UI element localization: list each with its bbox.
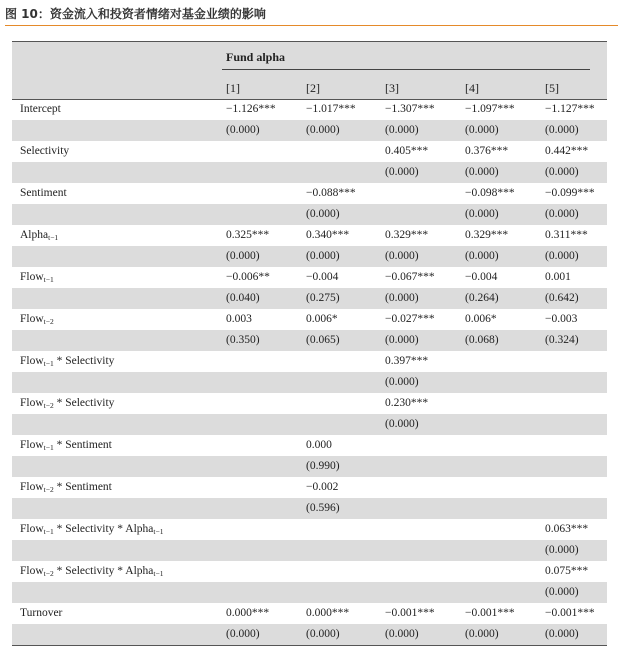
- coefficient-cell: 0.405***: [385, 145, 429, 157]
- table-row-pvalue: [12, 120, 607, 141]
- table-header: [12, 41, 607, 99]
- table-row: [12, 99, 607, 120]
- table-row-pvalue: [12, 624, 607, 645]
- pvalue-cell: (0.000): [545, 544, 579, 556]
- table-row-pvalue: [12, 540, 607, 561]
- table-row: [12, 225, 607, 246]
- table-row: [12, 267, 607, 288]
- pvalue-cell: (0.000): [306, 208, 340, 220]
- pvalue-cell: (0.000): [385, 418, 419, 430]
- coefficient-cell: 0.000***: [306, 607, 350, 619]
- pvalue-cell: (0.324): [545, 334, 579, 346]
- table-row-pvalue: [12, 330, 607, 351]
- column-header-5: [5]: [545, 81, 559, 95]
- column-header-1: [1]: [226, 81, 240, 95]
- coefficient-cell: −0.027***: [385, 313, 435, 325]
- pvalue-cell: (0.350): [226, 334, 260, 346]
- pvalue-cell: (0.000): [385, 250, 419, 262]
- coefficient-cell: 0.006*: [465, 313, 497, 325]
- pvalue-cell: (0.000): [306, 250, 340, 262]
- row-label-text: Selectivity: [20, 145, 70, 157]
- pvalue-cell: (0.642): [545, 292, 579, 304]
- pvalue-cell: (0.000): [385, 166, 419, 178]
- row-label: [20, 603, 62, 624]
- row-label-text: Flow: [20, 439, 44, 451]
- coefficient-cell: 0.325***: [226, 229, 270, 241]
- coefficient-cell: −0.099***: [545, 187, 595, 199]
- header-rule: [222, 69, 590, 70]
- pvalue-cell: (0.264): [465, 292, 499, 304]
- row-label-subscript: t−1: [43, 359, 54, 368]
- coefficient-cell: 0.000***: [226, 607, 270, 619]
- coefficient-cell: 0.063***: [545, 523, 589, 535]
- pvalue-cell: (0.000): [306, 124, 340, 136]
- coefficient-cell: −0.001***: [545, 607, 595, 619]
- pvalue-cell: (0.000): [465, 250, 499, 262]
- coefficient-cell: −0.067***: [385, 271, 435, 283]
- pvalue-cell: (0.000): [545, 208, 579, 220]
- table-row-pvalue: [12, 582, 607, 603]
- pvalue-cell: (0.040): [226, 292, 260, 304]
- coefficient-cell: 0.442***: [545, 145, 589, 157]
- pvalue-cell: (0.275): [306, 292, 340, 304]
- row-label-suffix: * Selectivity: [53, 397, 115, 409]
- row-label-suffix: * Selectivity * Alpha: [53, 565, 154, 577]
- row-label: [20, 183, 67, 204]
- pvalue-cell: (0.065): [306, 334, 340, 346]
- table-row-pvalue: [12, 162, 607, 183]
- row-label: [20, 519, 163, 540]
- coefficient-cell: −1.126***: [226, 103, 276, 115]
- table-row: [12, 393, 607, 414]
- pvalue-cell: (0.990): [306, 460, 340, 472]
- row-label-text: Turnover: [20, 607, 63, 619]
- row-label-subscript: t−1: [48, 233, 59, 242]
- row-label-text: Flow: [20, 271, 44, 283]
- coefficient-cell: 0.376***: [465, 145, 509, 157]
- row-label: [20, 309, 54, 330]
- pvalue-cell: (0.068): [465, 334, 499, 346]
- regression-table: [12, 41, 607, 646]
- pvalue-cell: (0.000): [385, 292, 419, 304]
- row-label-suffix: * Selectivity * Alpha: [53, 523, 154, 535]
- row-label-text: Flow: [20, 313, 44, 325]
- table-row-pvalue: [12, 288, 607, 309]
- row-label-subscript: t−1: [43, 527, 54, 536]
- coefficient-cell: 0.230***: [385, 397, 429, 409]
- coefficient-cell: −1.127***: [545, 103, 595, 115]
- row-label: [20, 393, 114, 414]
- pvalue-cell: (0.596): [306, 502, 340, 514]
- row-label-text: Flow: [20, 565, 44, 577]
- table-row: [12, 477, 607, 498]
- coefficient-cell: 0.006*: [306, 313, 338, 325]
- pvalue-cell: (0.000): [306, 628, 340, 640]
- coefficient-cell: 0.075***: [545, 565, 589, 577]
- coefficient-cell: −0.006**: [226, 271, 270, 283]
- row-label-text: Intercept: [20, 103, 61, 115]
- coefficient-cell: 0.329***: [465, 229, 509, 241]
- row-label-subscript: t−2: [43, 317, 54, 326]
- pvalue-cell: (0.000): [385, 124, 419, 136]
- table-row: [12, 183, 607, 204]
- table-row: [12, 141, 607, 162]
- pvalue-cell: (0.000): [226, 250, 260, 262]
- coefficient-cell: −0.003: [545, 313, 578, 325]
- table-row-pvalue: [12, 414, 607, 435]
- column-header-2: [2]: [306, 81, 320, 95]
- coefficient-cell: −0.004: [465, 271, 498, 283]
- table-row-pvalue: [12, 498, 607, 519]
- table-row: [12, 351, 607, 372]
- pvalue-cell: (0.000): [226, 124, 260, 136]
- coefficient-cell: −0.001***: [385, 607, 435, 619]
- row-label-text: Flow: [20, 355, 44, 367]
- pvalue-cell: (0.000): [545, 124, 579, 136]
- pvalue-cell: (0.000): [465, 628, 499, 640]
- header-title: Fund alpha: [226, 50, 286, 64]
- pvalue-cell: (0.000): [385, 334, 419, 346]
- row-label-subscript: t−2: [43, 401, 54, 410]
- row-label-text: Flow: [20, 397, 44, 409]
- pvalue-cell: (0.000): [385, 376, 419, 388]
- pvalue-cell: (0.000): [545, 586, 579, 598]
- row-label: [20, 435, 112, 456]
- row-label: [20, 141, 69, 162]
- coefficient-cell: −0.088***: [306, 187, 356, 199]
- row-label-text: Sentiment: [20, 187, 67, 199]
- table-row: [12, 561, 607, 582]
- coefficient-cell: 0.003: [226, 313, 252, 325]
- row-label-subscript: t−2: [43, 485, 54, 494]
- pvalue-cell: (0.000): [545, 250, 579, 262]
- row-label: [20, 225, 58, 246]
- pvalue-cell: (0.000): [545, 166, 579, 178]
- coefficient-cell: −1.307***: [385, 103, 435, 115]
- row-label-subscript: t−2: [43, 569, 54, 578]
- row-label: [20, 561, 163, 582]
- row-label-subscript: t−1: [153, 569, 164, 578]
- coefficient-cell: −0.098***: [465, 187, 515, 199]
- coefficient-cell: 0.329***: [385, 229, 429, 241]
- table-row-pvalue: [12, 246, 607, 267]
- table-row-pvalue: [12, 372, 607, 393]
- row-label: [20, 351, 114, 372]
- table-row: [12, 309, 607, 330]
- coefficient-cell: −0.002: [306, 481, 339, 493]
- row-label-text: Flow: [20, 481, 44, 493]
- pvalue-cell: (0.000): [465, 166, 499, 178]
- row-label: [20, 267, 54, 288]
- row-label-subscript: t−1: [43, 443, 54, 452]
- table-row: [12, 519, 607, 540]
- coefficient-cell: −1.097***: [465, 103, 515, 115]
- coefficient-cell: −1.017***: [306, 103, 356, 115]
- column-header-3: [3]: [385, 81, 399, 95]
- table-row-pvalue: [12, 204, 607, 225]
- table-row-pvalue: [12, 456, 607, 477]
- row-label-suffix: * Sentiment: [53, 439, 112, 451]
- pvalue-cell: (0.000): [385, 628, 419, 640]
- pvalue-cell: (0.000): [545, 628, 579, 640]
- row-label: [20, 477, 112, 498]
- row-label-text: Alpha: [20, 229, 49, 241]
- row-label-subscript: t−1: [153, 527, 164, 536]
- coefficient-cell: 0.340***: [306, 229, 350, 241]
- row-label: [20, 99, 61, 120]
- table-row: [12, 603, 607, 624]
- coefficient-cell: 0.001: [545, 271, 571, 283]
- coefficient-cell: −0.001***: [465, 607, 515, 619]
- row-label-text: Flow: [20, 523, 44, 535]
- figure-caption: 图 10：资金流入和投资者情绪对基金业绩的影响: [5, 4, 618, 26]
- pvalue-cell: (0.000): [465, 208, 499, 220]
- table-row: [12, 435, 607, 456]
- coefficient-cell: 0.000: [306, 439, 332, 451]
- row-label-suffix: * Sentiment: [53, 481, 112, 493]
- coefficient-cell: 0.397***: [385, 355, 429, 367]
- row-label-subscript: t−1: [43, 275, 54, 284]
- column-header-4: [4]: [465, 81, 479, 95]
- pvalue-cell: (0.000): [226, 628, 260, 640]
- row-label-suffix: * Selectivity: [53, 355, 115, 367]
- coefficient-cell: 0.311***: [545, 229, 588, 241]
- coefficient-cell: −0.004: [306, 271, 339, 283]
- pvalue-cell: (0.000): [465, 124, 499, 136]
